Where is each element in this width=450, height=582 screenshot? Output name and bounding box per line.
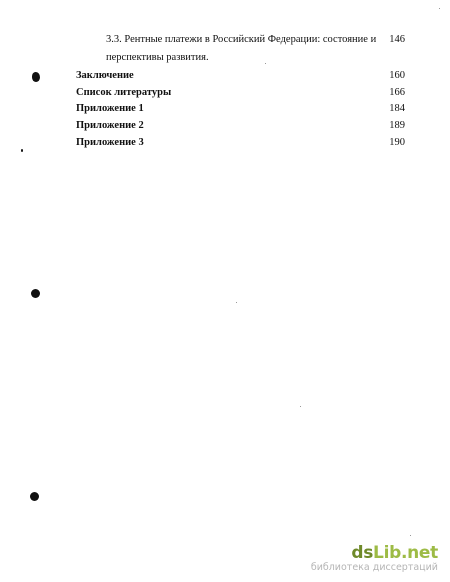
scan-speck bbox=[410, 535, 411, 536]
toc-item-appendix-1-title: Приложение 1 bbox=[76, 103, 144, 114]
watermark-brand bbox=[311, 544, 438, 562]
toc-item-3-3-title-line2: перспективы развития. bbox=[106, 52, 209, 63]
toc-item-appendix-2-title: Приложение 2 bbox=[76, 120, 144, 131]
scan-speck bbox=[265, 63, 266, 64]
watermark-brand-part1: ds bbox=[351, 543, 374, 563]
toc-item-conclusion-page: 160 bbox=[389, 70, 405, 81]
watermark-subtitle: библиотека диссертаций bbox=[310, 562, 438, 573]
toc-item-references-page: 166 bbox=[389, 87, 405, 98]
hole-punch-mark bbox=[31, 289, 40, 298]
toc-item-appendix-1-page: 184 bbox=[389, 103, 405, 114]
scan-speck bbox=[300, 406, 301, 407]
toc-item-3-3-title-line1: 3.3. Рентные платежи в Российский Федерации: состояние и bbox=[106, 34, 377, 45]
toc-item-appendix-3-page: 190 bbox=[389, 137, 405, 148]
dslib-watermark bbox=[311, 544, 438, 574]
scan-speck bbox=[439, 8, 440, 9]
toc-item-3-3-page: 146 bbox=[389, 34, 405, 45]
toc-item-appendix-3-title: Приложение 3 bbox=[76, 137, 144, 148]
hole-punch-mark bbox=[30, 492, 39, 501]
hole-punch-mark bbox=[32, 72, 40, 82]
toc-item-references-title: Список литературы bbox=[76, 87, 172, 98]
scan-speck bbox=[21, 149, 23, 152]
scan-speck bbox=[236, 302, 237, 303]
toc-item-appendix-2-page: 189 bbox=[389, 120, 405, 131]
toc-item-conclusion-title: Заключение bbox=[76, 70, 134, 81]
watermark-brand-part2: Lib.net bbox=[373, 543, 438, 563]
